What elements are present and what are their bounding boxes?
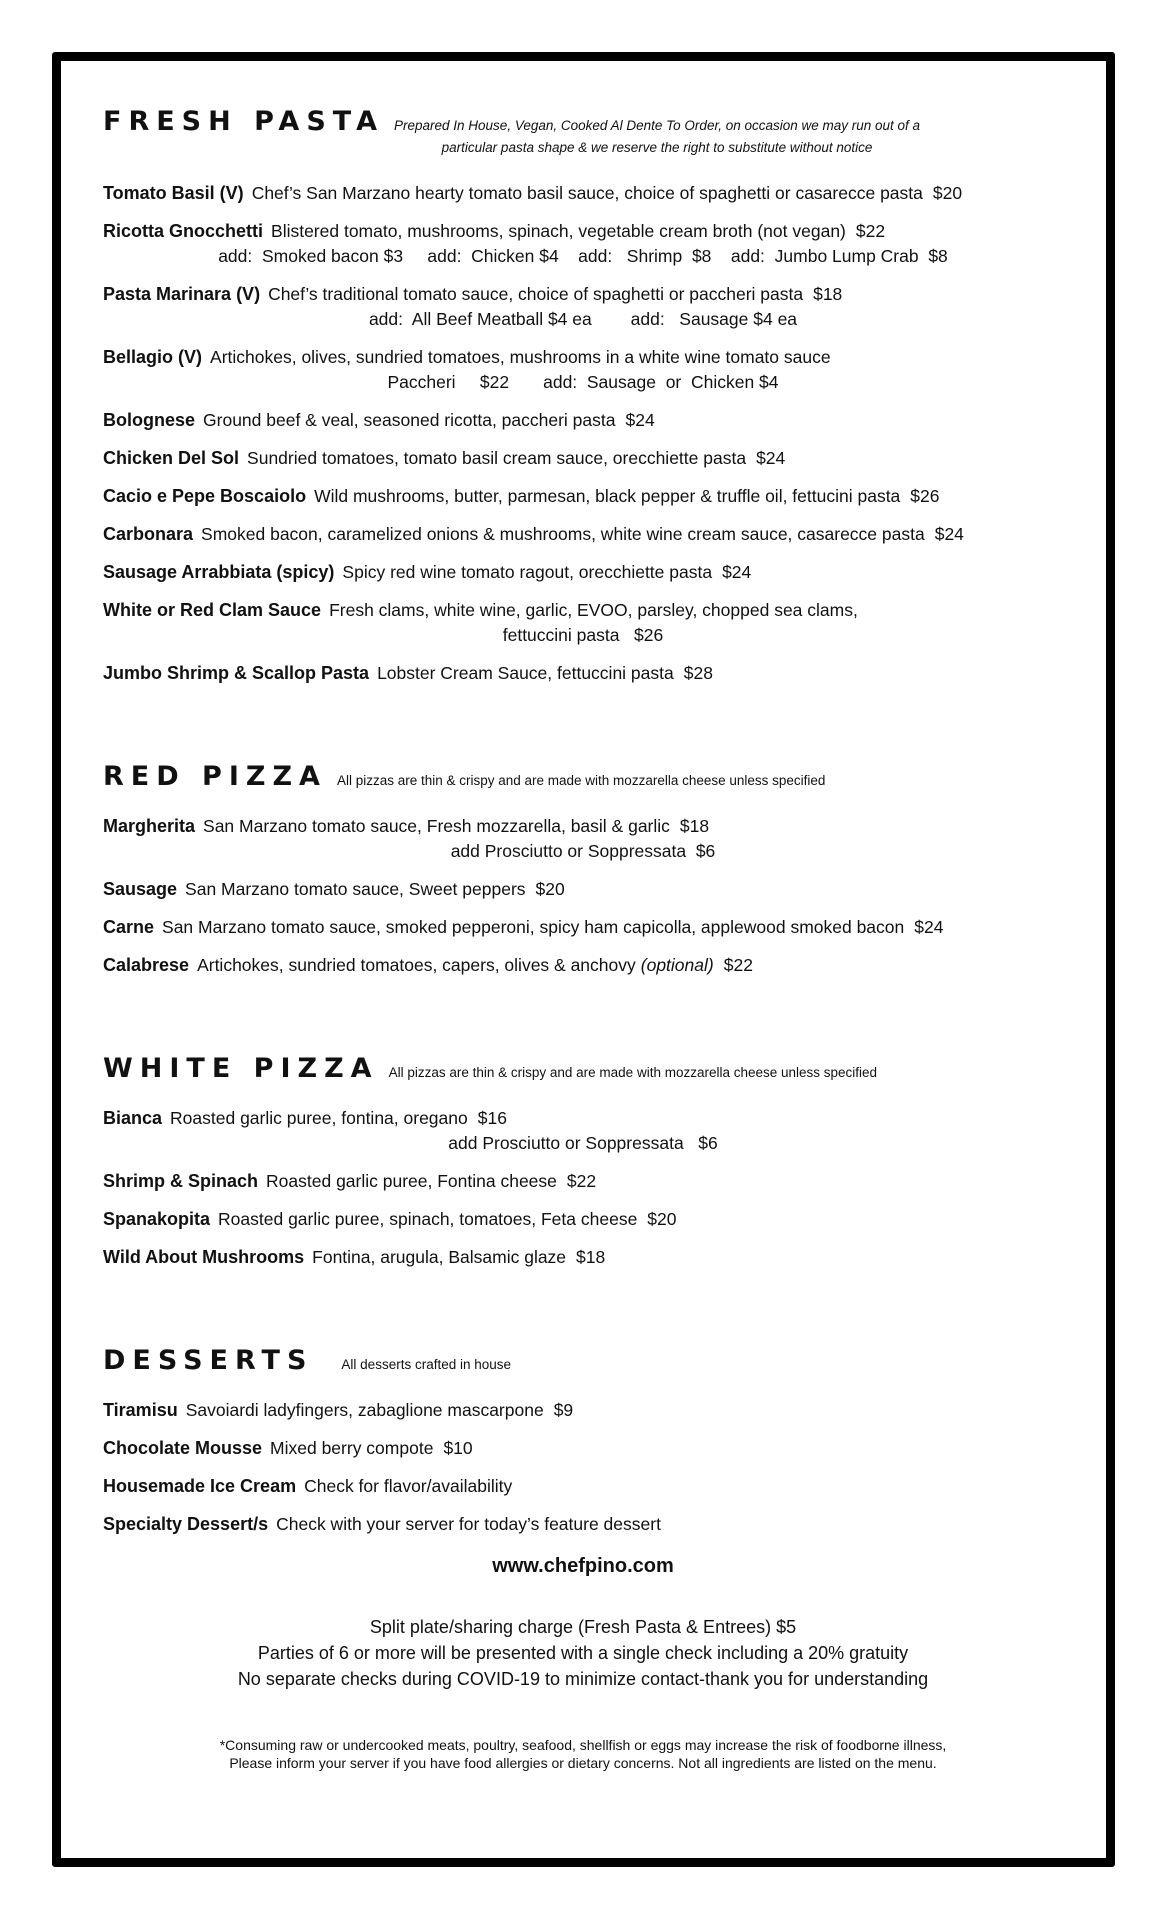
item-name: Sausage Arrabbiata (spicy) <box>103 562 335 582</box>
item-price: $10 <box>443 1438 473 1458</box>
item-price: $24 <box>934 524 964 544</box>
menu-item <box>103 1474 1063 1499</box>
item-description: Lobster Cream Sauce, fettuccini pasta <box>377 663 674 683</box>
item-price: $24 <box>722 562 752 582</box>
item-name: Chocolate Mousse <box>103 1438 263 1458</box>
policy-line: Split plate/sharing charge (Fresh Pasta & Entrees) $5 <box>369 1617 797 1637</box>
menu-item <box>103 345 1063 395</box>
item-name: Jumbo Shrimp & Scallop Pasta <box>103 663 370 683</box>
item-name: Shrimp & Spinach <box>103 1171 259 1191</box>
item-addons: Paccheri $22 add: Sausage or Chicken $4 <box>387 372 779 392</box>
item-name: Tomato Basil (V) <box>103 183 244 203</box>
desserts-section <box>103 1345 1063 1537</box>
menu-item <box>103 814 1063 864</box>
menu-item <box>103 408 1063 433</box>
item-description: San Marzano tomato sauce, Fresh mozzarella, basil & garlic <box>203 816 670 836</box>
policies <box>103 1614 1063 1692</box>
item-description: San Marzano tomato sauce, Sweet peppers <box>185 879 526 899</box>
item-price: $22 <box>855 221 886 241</box>
item-price: $18 <box>813 284 843 304</box>
item-addons: fettuccini pasta $26 <box>502 625 664 645</box>
item-name: Tiramisu <box>103 1400 178 1420</box>
item-optional-note: (optional) <box>640 955 714 975</box>
section-title: WHITE PIZZA <box>103 1053 379 1084</box>
item-description: Fresh clams, white wine, garlic, EVOO, parsley, chopped sea clams, <box>329 600 858 620</box>
disclaimer-line: *Consuming raw or undercooked meats, poultry, seafood, shellfish or eggs may increase the risk of foodborne illness, <box>219 1737 947 1753</box>
menu-items <box>103 181 1063 686</box>
item-name: Sausage <box>103 879 178 899</box>
menu-item <box>103 915 1063 940</box>
item-addons: add Prosciutto or Soppressata $6 <box>448 1133 718 1153</box>
item-name: Housemade Ice Cream <box>103 1476 297 1496</box>
item-price: $26 <box>910 486 940 506</box>
menu-items <box>103 1398 1063 1537</box>
website-link[interactable]: www.chefpino.com <box>492 1555 674 1577</box>
item-price: $24 <box>625 410 655 430</box>
item-name: Cacio e Pepe Boscaiolo <box>103 486 307 506</box>
item-name: Specialty Dessert/s <box>103 1514 269 1534</box>
item-price: $18 <box>576 1247 606 1267</box>
item-price: $20 <box>932 183 963 203</box>
item-description: Chef’s traditional tomato sauce, choice of spaghetti or paccheri pasta <box>268 284 804 304</box>
item-price: $24 <box>914 917 944 937</box>
item-description: Artichokes, sundried tomatoes, capers, olives & anchovy <box>197 955 636 975</box>
menu-item <box>103 877 1063 902</box>
menu-item <box>103 446 1063 471</box>
item-name: Calabrese <box>103 955 190 975</box>
item-description: Smoked bacon, caramelized onions & mushrooms, white wine cream sauce, casarecce pasta <box>201 524 925 544</box>
item-description: Chef’s San Marzano hearty tomato basil sauce, choice of spaghetti or casarecce pasta <box>251 183 923 203</box>
item-description: Roasted garlic puree, fontina, oregano <box>170 1108 468 1128</box>
item-description: Roasted garlic puree, Fontina cheese <box>266 1171 557 1191</box>
section-note: All pizzas are thin & crispy and are made with mozzarella cheese unless specified <box>388 1065 878 1080</box>
item-addons: add: All Beef Meatball $4 ea add: Sausage $4 ea <box>368 309 798 329</box>
item-description: Ground beef & veal, seasoned ricotta, paccheri pasta <box>203 410 616 430</box>
item-price: $28 <box>683 663 713 683</box>
section-note-line: Prepared In House, Vegan, Cooked Al Dente To Order, on occasion we may run out of a <box>394 118 921 133</box>
item-description: Spicy red wine tomato ragout, orecchiette pasta <box>342 562 713 582</box>
item-name: Carne <box>103 917 155 937</box>
policy-line: No separate checks during COVID-19 to minimize contact-thank you for understanding <box>237 1669 929 1689</box>
menu-item <box>103 661 1063 686</box>
item-price: $22 <box>566 1171 597 1191</box>
menu-item <box>103 1245 1063 1270</box>
item-name: Wild About Mushrooms <box>103 1247 305 1267</box>
item-name: Ricotta Gnocchetti <box>103 221 264 241</box>
item-price: $9 <box>553 1400 574 1420</box>
menu-item <box>103 1106 1063 1156</box>
menu-item <box>103 1512 1063 1537</box>
red-pizza-header <box>103 761 1063 792</box>
section-note <box>394 115 920 159</box>
section-note: All desserts crafted in house <box>341 1357 512 1372</box>
menu-item <box>103 522 1063 547</box>
white-pizza-section <box>103 1053 1063 1270</box>
section-note: All pizzas are thin & crispy and are made with mozzarella cheese unless specified <box>336 773 826 788</box>
item-description: Check with your server for today’s feature dessert <box>276 1514 661 1534</box>
menu-items <box>103 814 1063 978</box>
item-name: Bellagio (V) <box>103 347 203 367</box>
desserts-header <box>103 1345 1063 1376</box>
section-title: DESSERTS <box>103 1345 314 1376</box>
white-pizza-header <box>103 1053 1063 1084</box>
section-note-line: particular pasta shape & we reserve the right to substitute without notice <box>441 140 873 155</box>
menu-item <box>103 953 1063 978</box>
disclaimer-line: Please inform your server if you have food allergies or dietary concerns. Not all ingredients are listed on the menu. <box>229 1755 937 1771</box>
menu-items <box>103 1106 1063 1270</box>
item-addons: add: Smoked bacon $3 add: Chicken $4 add: Shrimp $8 add: Jumbo Lump Crab $8 <box>218 246 948 266</box>
item-name: Chicken Del Sol <box>103 448 240 468</box>
menu-item <box>103 219 1063 269</box>
item-name: Spanakopita <box>103 1209 211 1229</box>
item-description: Sundried tomatoes, tomato basil cream sauce, orecchiette pasta <box>247 448 747 468</box>
menu-footer <box>103 1555 1063 1772</box>
item-description: Savoiardi ladyfingers, zabaglione mascarpone <box>185 1400 544 1420</box>
menu-item <box>103 181 1063 206</box>
item-price: $20 <box>647 1209 677 1229</box>
menu-item <box>103 1398 1063 1423</box>
section-title: RED PIZZA <box>103 761 327 792</box>
item-name: Carbonara <box>103 524 194 544</box>
section-title: FRESH PASTA <box>103 106 384 137</box>
item-name: Margherita <box>103 816 196 836</box>
item-name: Bolognese <box>103 410 196 430</box>
item-price: $22 <box>723 955 753 975</box>
menu-item <box>103 560 1063 585</box>
menu-item <box>103 1436 1063 1461</box>
menu-item <box>103 282 1063 332</box>
item-price: $20 <box>535 879 565 899</box>
menu-item <box>103 484 1063 509</box>
item-description: Fontina, arugula, Balsamic glaze <box>312 1247 567 1267</box>
red-pizza-section <box>103 761 1063 978</box>
item-description: Wild mushrooms, butter, parmesan, black pepper & truffle oil, fettucini pasta <box>314 486 901 506</box>
item-price: $24 <box>756 448 786 468</box>
item-description: San Marzano tomato sauce, smoked pepperoni, spicy ham capicolla, applewood smoked bacon <box>162 917 905 937</box>
disclaimer <box>103 1736 1063 1772</box>
menu-item <box>103 1207 1063 1232</box>
item-description: Check for flavor/availability <box>304 1476 513 1496</box>
item-name: Bianca <box>103 1108 163 1128</box>
item-description: Blistered tomato, mushrooms, spinach, vegetable cream broth (not vegan) <box>271 221 846 241</box>
item-price: $18 <box>679 816 710 836</box>
item-price: $16 <box>477 1108 507 1128</box>
fresh-pasta-header <box>103 106 1063 159</box>
item-description: Mixed berry compote <box>270 1438 434 1458</box>
item-name: Pasta Marinara (V) <box>103 284 261 304</box>
item-description: Roasted garlic puree, spinach, tomatoes, Feta cheese <box>218 1209 638 1229</box>
item-addons: add Prosciutto or Soppressata $6 <box>450 841 716 861</box>
item-name: White or Red Clam Sauce <box>103 600 322 620</box>
menu-item <box>103 598 1063 648</box>
item-description: Artichokes, olives, sundried tomatoes, mushrooms in a white wine tomato sauce <box>210 347 831 367</box>
menu-content <box>103 106 1063 1772</box>
policy-line: Parties of 6 or more will be presented with a single check including a 20% gratuity <box>257 1643 909 1663</box>
fresh-pasta-section <box>103 106 1063 686</box>
menu-item <box>103 1169 1063 1194</box>
